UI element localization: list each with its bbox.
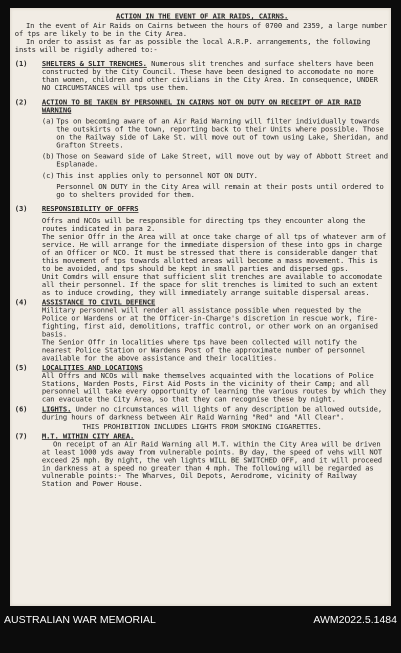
section-5-number: (5) [14, 364, 28, 373]
section-1-number: (1) [14, 60, 28, 69]
section-3-heading: RESPONSIBILITY OF OFFRS [41, 205, 139, 214]
section-3-number: (3) [14, 205, 28, 214]
section-5-paragraph-1: All Offrs and NCOs will make themselves acquainted with the locations of Police Stations, Warden Posts, First Aid Posts in the vicinity of their Camp; and all personnel will take every opportunity of learning the various routes by which they can evacuate the City Area, so that they can recognise these by night. [41, 372, 387, 405]
document-text [10, 8, 391, 489]
item-c-text: This inst applies only to personnel NOT ON DUTY. [56, 172, 258, 181]
section-2-item-a [42, 118, 389, 150]
section-7-paragraph-1: On receipt of an Air Raid Warning all M.T. within the City Area will be driven at least 1000 yds away from vulnerable points. By day, the speed of vehs will NOT exceed 25 mph. By night, the veh lights WILL BE SWITCHED OFF, and it will proceed in darkness at a speed no greater than 4 mph. The following will be regarded as vulnerable points:- The Wharves, Oil Depots, Aerodrome, vicinity of Railway Station and Power House. [41, 440, 382, 489]
section-1 [15, 61, 390, 93]
item-a-text: Tps on becoming aware of an Air Raid Warning will filter individually towards the outskirts of the town, reporting back to their Units where possible. Those on the Railway side of Lake St. will move out of town using Lake, Sheridan, and Grafton Streets. [56, 117, 388, 150]
archive-footer [0, 606, 401, 653]
section-7-heading: M.T. WITHIN CITY AREA. [41, 432, 135, 441]
item-a-letter: (a) [41, 117, 55, 126]
section-3-paragraph-2: The senior Offr in the Area will at once take charge of all tps of whatever arm of service. He will arrange for the immediate dispersion of these into gps in charge of an Officer or NCO. It must be stressed that there is considerable danger that this movement of tps towards allotted areas will become a mass movement. This is to be avoided, and tps should be kept in small parties and dispersed gps. [41, 233, 387, 274]
document-title: ACTION IN THE EVENT OF AIR RAIDS, CAIRNS. [115, 12, 289, 21]
section-5-heading: LOCALITIES AND LOCATIONS [41, 364, 143, 373]
section-6-number: (6) [14, 405, 28, 414]
section-6-heading: LIGHTS. [41, 405, 72, 414]
section-2-heading: ACTION TO BE TAKEN BY PERSONNEL IN CAIRNS NOT ON DUTY ON RECEIPT OF AIR RAID WARNING [41, 98, 362, 115]
document-page [10, 8, 391, 606]
section-7 [15, 433, 390, 489]
section-6-text: Under no circumstances will lights of any description be allowed outside, during hours of darkness between Air Raid Warning "Red" and "All Clear". [41, 405, 383, 422]
footer-institution: AUSTRALIAN WAR MEMORIAL [4, 614, 156, 626]
intro-paragraph [15, 22, 390, 38]
section-1-heading: SHELTERS & SLIT TRENCHES. [41, 60, 147, 69]
section-2-number: (2) [14, 98, 28, 107]
section-7-number: (7) [14, 432, 28, 441]
intro-paragraph-2: In order to assist as far as possible the local A.R.P. arrangements, the following insts will be rigidly adhered to:- [14, 38, 371, 55]
section-6-prohibition: THIS PROHIBITION INCLUDES LIGHTS FROM SMOKING CIGARETTES. [82, 423, 322, 432]
intro-text-1: In the event of Air Raids on Cairns between the hours of 0700 and 2359, a large number of tps are likely to be in the City Area. [14, 22, 388, 39]
section-3-paragraph-3: Unit Comdrs will ensure that sufficient slit trenches are available to accomodate all their personnel. If the space for slit trenches is limited to such an extent as to induce crowding, they will immediately arrange suitable dispersal areas. [41, 273, 382, 298]
section-1-text: Numerous slit trenches and surface shelters have been constructed by the City Council. These have been designed to accomodate no more than women, children and other civilians in the City Area. In consequence, UNDER NO CIRCUMSTANCES will tps use them. [41, 60, 378, 93]
item-b-text: Those on Seaward side of Lake Street, will move out by way of Abbott Street and Esplanade. [56, 153, 388, 169]
section-4-number: (4) [14, 298, 28, 307]
section-5 [15, 364, 390, 404]
item-b-letter: (b) [41, 153, 55, 162]
section-4-heading: ASSISTANCE TO CIVIL DEFENCE [41, 298, 156, 307]
section-2-item-b [42, 153, 389, 169]
section-4 [15, 299, 390, 363]
footer-accession-number: AWM2022.5.1484 [313, 614, 397, 626]
section-4-paragraph-1: Military personnel will render all assistance possible when requested by the Police or Wardens or at the Officer-in-Charge's discretion in rescue work, fire-fighting, first aid, demolitions, traffic control, or other work on an organised basis. [41, 306, 378, 339]
section-6 [15, 406, 390, 432]
section-2-item-c [42, 172, 389, 180]
section-3-paragraph-1: Offrs and NCOs will be responsible for directing tps they encounter along the routes indicated in para 2. [41, 217, 366, 234]
item-c-continuation: Personnel ON DUTY in the City Area will remain at their posts until ordered to go to shelters provided for them. [56, 183, 384, 200]
section-2 [15, 99, 390, 199]
section-3 [15, 206, 390, 298]
item-c-letter: (c) [41, 172, 55, 181]
section-4-paragraph-2: The Senior Offr in localities where tps have been collected will notify the nearest Police Station or Wardens Post of the approximate number of personnel available for the above assistance and their localities. [41, 338, 366, 363]
